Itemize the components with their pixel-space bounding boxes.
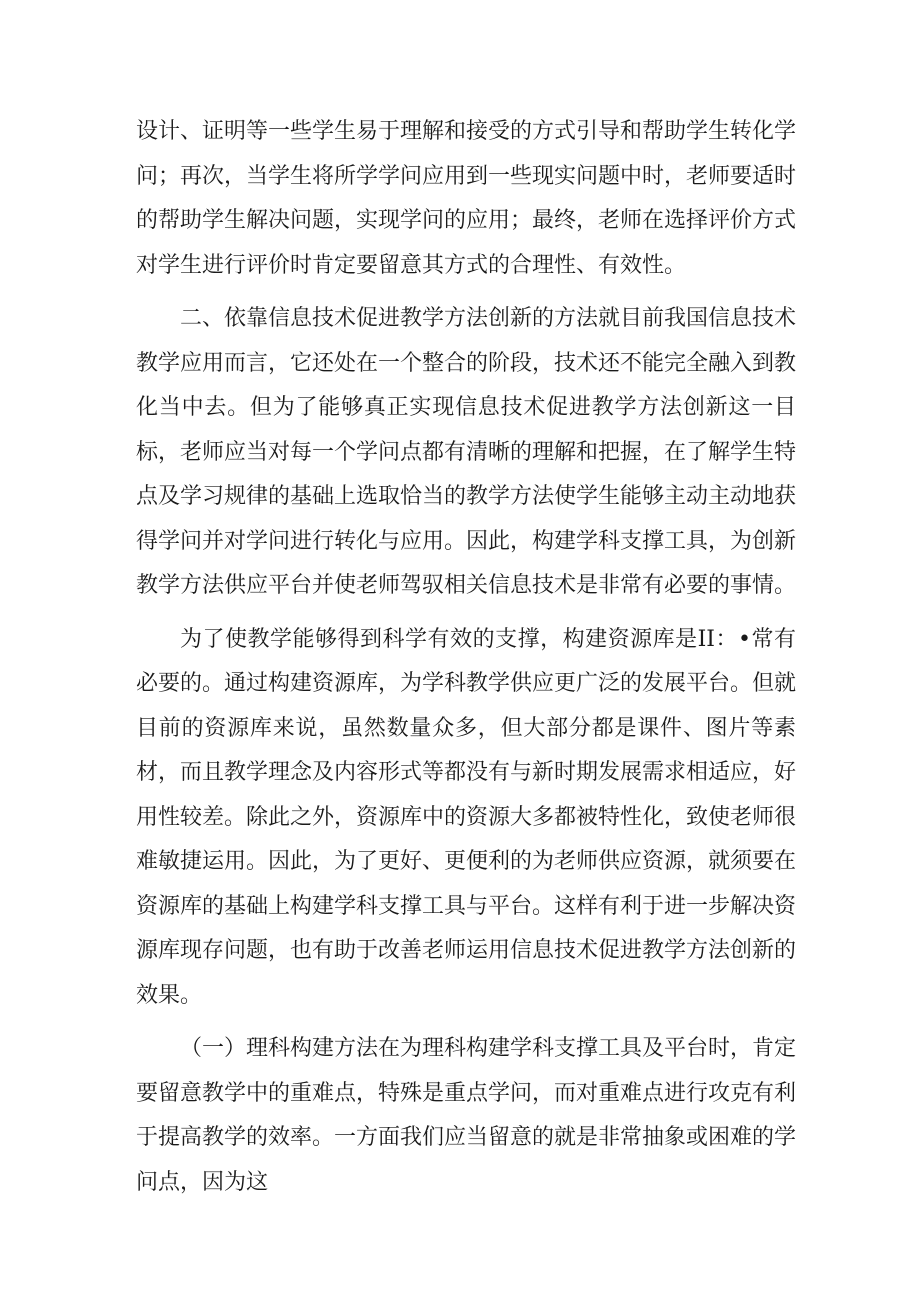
paragraph-2: 二、依靠信息技术促进教学方法创新的方法就目前我国信息技术教学应用而言，它还处在一个整合的阶段，技术还不能完全融入到教化当中去。但为了能够真正实现信息技术促进教学方法创新这一目标，老师应当对每一个学问点都有清晰的理解和把握，在了解学生特点及学习规律的基础上选取恰当的教学方法使学生能够主动主动地获得学问并对学问进行转化与应用。因此，构建学科支撑工具，为创新教学方法供应平台并使老师驾驭相关信息技术是非常有必要的事情。 — [136, 306, 797, 598]
paragraph-4: （一）理科构建方法在为理科构建学科支撑工具及平台时，肯定要留意教学中的重难点，特殊是重点学问，而对重难点进行攻克有利于提高教学的效率。一方面我们应当留意的就是非常抽象或困难的学问点，因为这 — [136, 1036, 797, 1195]
paragraph-1: 设计、证明等一些学生易于理解和接受的方式引导和帮助学生转化学问；再次，当学生将所学学问应用到一些现实问题中时，老师要适时的帮助学生解决问题，实现学问的应用；最终，老师在选择评价方式对学生进行评价时肯定要留意其方式的合理性、有效性。 — [136, 119, 797, 278]
document-page — [136, 110, 796, 1214]
paragraph-3: 为了使教学能够得到科学有效的支撑，构建资源库是II：•常有必要的。通过构建资源库，为学科教学供应更广泛的发展平台。但就目前的资源库来说，虽然数量众多，但大部分都是课件、图片等素材，而且教学理念及内容形式等都没有与新时期发展需求相适应，好用性较差。除此之外，资源库中的资源大多都被特性化，致使老师很难敏捷运用。因此，为了更好、更便利的为老师供应资源，就须要在资源库的基础上构建学科支撑工具与平台。这样有利于进一步解决资源库现存问题，也有助于改善老师运用信息技术促进教学方法创新的效果。 — [136, 626, 797, 1008]
